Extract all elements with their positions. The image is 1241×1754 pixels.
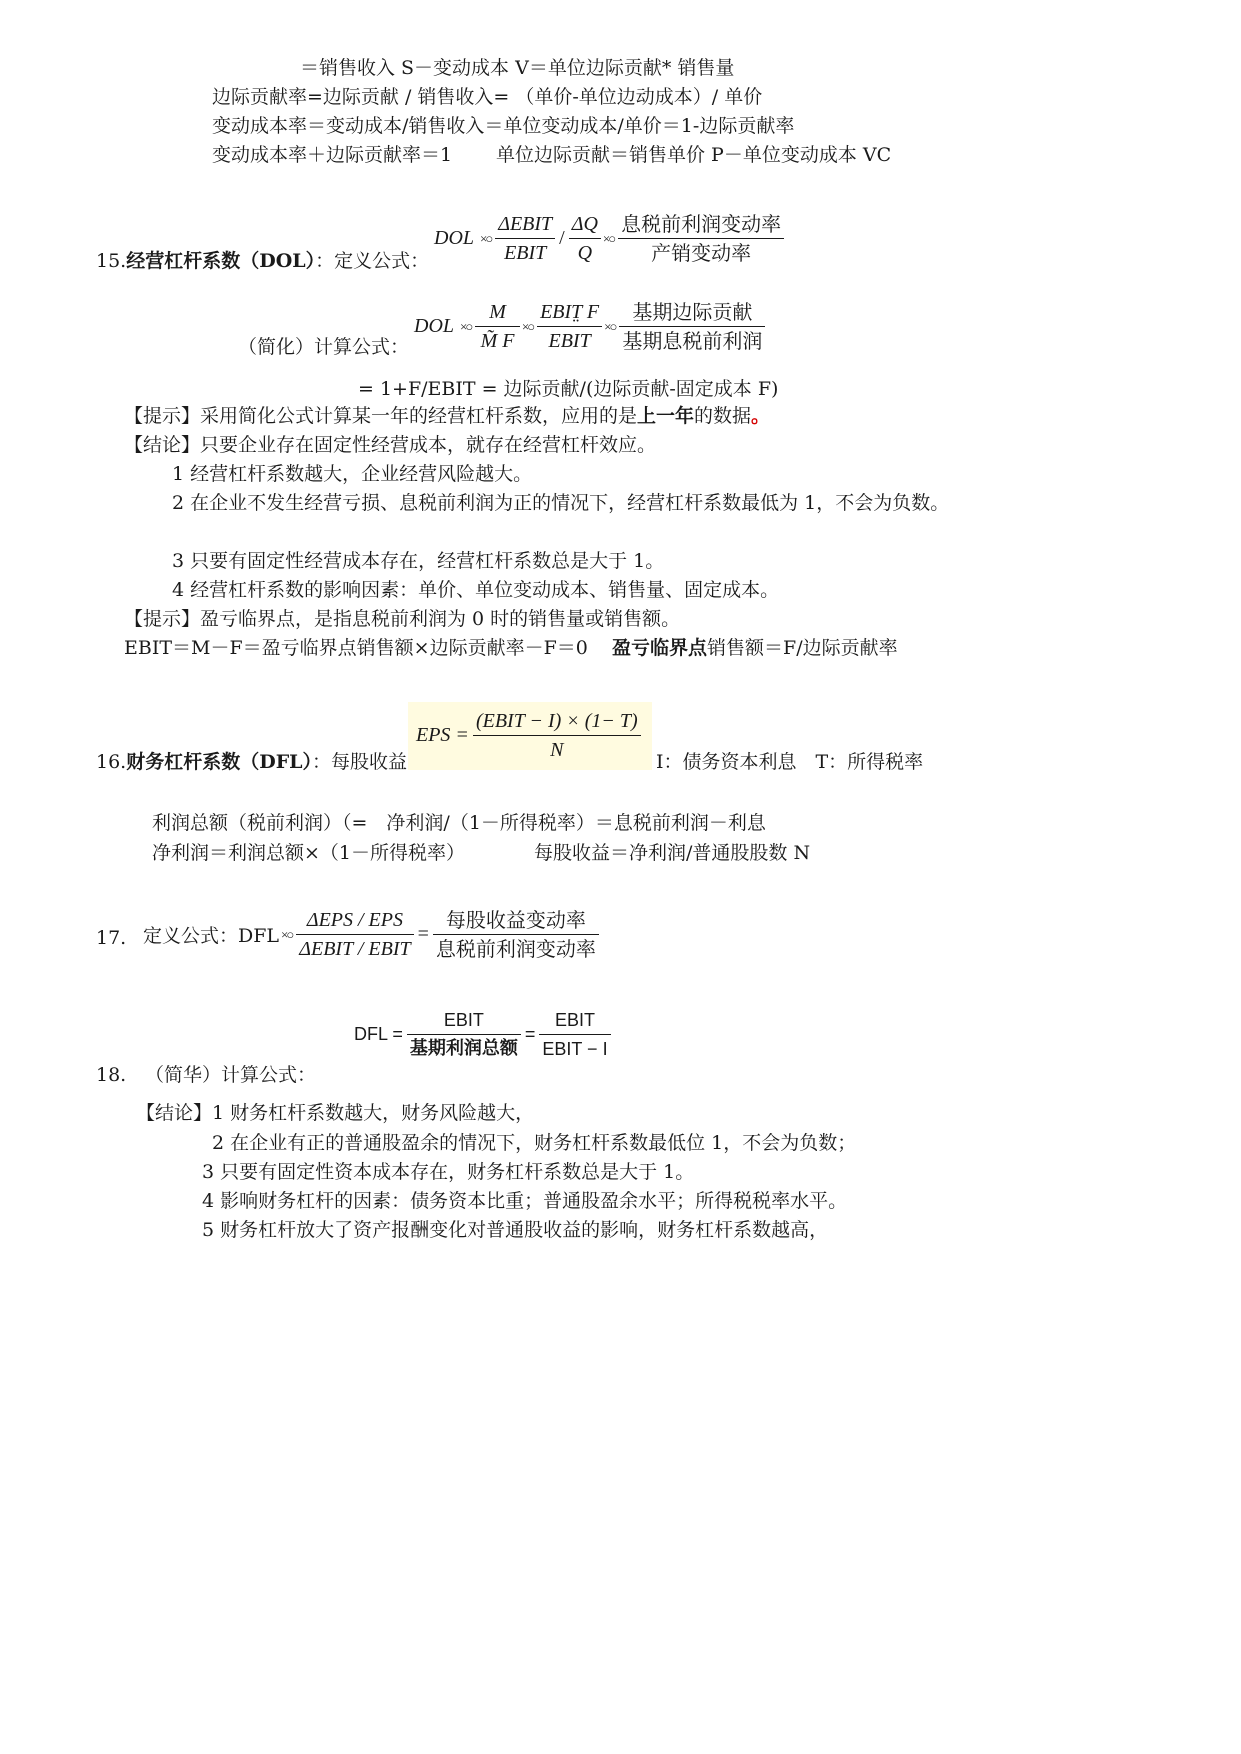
profit-line-2a: 净利润＝利润总额×（1－所得税率） bbox=[152, 842, 466, 864]
formula-lhs: DOL bbox=[414, 315, 455, 337]
section-title-suffix: ：每股收益 bbox=[312, 751, 408, 773]
equals-symbol: = bbox=[524, 1024, 536, 1044]
conclusion-2-point-2: 2 在企业有正的普通股盈余的情况下，财务杠杆系数最低位 1，不会为负数； bbox=[212, 1132, 857, 1154]
fraction-denominator: Q bbox=[577, 242, 593, 264]
conclusion-1: 【结论】只要企业存在固定性经营成本，就存在经营杠杆效应。 bbox=[124, 434, 657, 456]
ebit-line-b-tail: 销售额＝F/边际贡献率 bbox=[707, 637, 898, 659]
tip-1-lead: 【提示】采用简化公式计算某一年的经营杠杆系数，应用的是 bbox=[124, 405, 638, 427]
point-2: 2 在企业不发生经营亏损、息税前利润为正的情况下，经营杠杆系数最低为 1，不会为负数。 bbox=[172, 492, 950, 514]
formula-lhs: DFL = bbox=[354, 1024, 403, 1044]
tip-1-bold: 上一年 bbox=[637, 405, 695, 427]
fraction-numerator: 基期边际贡献 bbox=[619, 298, 765, 327]
fraction-text-ratio bbox=[619, 298, 765, 355]
fraction-numerator: 每股收益变动率 bbox=[433, 906, 599, 935]
text-line-1: ＝销售收入 S－变动成本 V＝单位边际贡献* 销售量 bbox=[300, 57, 735, 79]
eps-formula bbox=[412, 707, 641, 764]
fraction-numerator: EBIT bbox=[539, 1006, 610, 1035]
section-title: 财务杠杆系数（DFL） bbox=[126, 751, 313, 773]
slash-symbol: / bbox=[559, 227, 565, 249]
tip-1 bbox=[124, 403, 770, 429]
fraction-numerator: (EBIT − I) × (1− T) bbox=[473, 707, 641, 736]
fraction-eps bbox=[473, 707, 641, 764]
ebit-line-a: EBIT＝M－F＝盈亏临界点销售额×边际贡献率－F＝0 bbox=[124, 637, 588, 659]
formula-lhs: EPS = bbox=[416, 724, 469, 746]
approx-symbol: ×○ bbox=[521, 318, 534, 334]
conclusion-2-point-4: 4 影响财务杠杆的因素：债务资本比重；普通股盈余水平；所得税税率水平。 bbox=[202, 1190, 848, 1212]
point-1: 1 经营杠杆系数越大，企业经营风险越大。 bbox=[172, 463, 533, 485]
tip-1-tail: 的数据 bbox=[694, 405, 752, 427]
approx-symbol: ×○ bbox=[460, 318, 472, 334]
fraction-denominator: EBIT bbox=[504, 242, 547, 264]
fraction-denominator: 产销变动率 bbox=[651, 241, 752, 265]
equals-symbol: = bbox=[417, 923, 429, 945]
fraction-text-ratio bbox=[618, 210, 784, 267]
section-16-heading bbox=[96, 749, 407, 775]
approx-symbol: ×○ bbox=[281, 926, 293, 942]
ebit-line-b-bold: 盈亏临界点 bbox=[612, 637, 708, 659]
fraction-m bbox=[475, 298, 520, 355]
conclusion-2-point-3: 3 只要有固定性资本成本存在，财务杠杆系数总是大于 1。 bbox=[202, 1161, 695, 1183]
fraction-numerator: ΔEPS / EPS bbox=[296, 906, 413, 935]
fraction-ebit-over-profit bbox=[407, 1006, 521, 1063]
fraction-ebit-over-ebit-minus-i bbox=[539, 1006, 610, 1063]
fraction-numerator: ΔEBIT bbox=[495, 210, 555, 239]
fraction-denominator: 息税前利润变动率 bbox=[435, 937, 596, 961]
section-title: 经营杠杆系数（DOL） bbox=[126, 250, 316, 272]
approx-symbol: ×○ bbox=[602, 230, 615, 246]
section-number: 16. bbox=[96, 751, 127, 773]
profit-line-1: 利润总额（税前利润）（= 净利润/（1－所得税率）＝息税前利润－利息 bbox=[152, 812, 766, 834]
section-18-label: （简华）计算公式： bbox=[145, 1064, 317, 1086]
fraction-numerator: M bbox=[475, 298, 520, 327]
fraction-delta-eps bbox=[296, 906, 413, 963]
fraction-denominator: ΔEBIT / EBIT bbox=[299, 938, 411, 960]
dol-equation-line: = 1+F/EBIT = 边际贡献/(边际贡献-固定成本 F) bbox=[358, 378, 779, 400]
fraction-denominator: EBIT − I bbox=[542, 1039, 608, 1059]
text-line-4b: 单位边际贡献＝销售单价 P－单位变动成本 VC bbox=[496, 144, 892, 166]
profit-line-2b: 每股收益＝净利润/普通股股数 N bbox=[534, 842, 811, 864]
dfl-simplified-formula bbox=[350, 1006, 611, 1063]
text-line-3: 变动成本率＝变动成本/销售收入＝单位变动成本/单价＝1-边际贡献率 bbox=[212, 115, 795, 137]
approx-symbol: ×○ bbox=[604, 318, 616, 334]
section-18-number: 18. bbox=[96, 1064, 127, 1086]
tip-2: 【提示】盈亏临界点，是指息税前利润为 0 时的销售量或销售额。 bbox=[124, 608, 681, 630]
fraction-delta-ebit bbox=[495, 210, 555, 267]
fraction-numerator: 息税前利润变动率 bbox=[618, 210, 784, 239]
conclusion-2-lead: 【结论】1 财务杠杆系数越大，财务风险越大， bbox=[136, 1102, 535, 1124]
fraction-numerator: EBIT̤ F bbox=[537, 298, 602, 327]
approx-symbol: ×○ bbox=[480, 230, 492, 246]
text-line-2: 边际贡献率=边际贡献 / 销售收入= （单价-单位边动成本）/ 单价 bbox=[212, 86, 763, 108]
formula-label: 定义公式：DFL bbox=[143, 925, 280, 947]
dfl-definition-formula bbox=[143, 906, 599, 963]
simplified-formula-label: （简化）计算公式： bbox=[238, 336, 410, 358]
dol-simplified-formula bbox=[410, 298, 765, 355]
tip-1-mark: 。 bbox=[751, 405, 771, 427]
fraction-denominator: 基期利润总额 bbox=[409, 1038, 518, 1059]
point-4: 4 经营杠杆系数的影响因素：单价、单位变动成本、销售量、固定成本。 bbox=[172, 579, 780, 601]
section-number: 15. bbox=[96, 250, 127, 272]
point-3: 3 只要有固定性经营成本存在，经营杠杆系数总是大于 1。 bbox=[172, 550, 665, 572]
conclusion-2-point-5: 5 财务杠杆放大了资产报酬变化对普通股收益的影响，财务杠杆系数越高， bbox=[202, 1219, 829, 1241]
section-17-number: 17. bbox=[96, 927, 127, 949]
fraction-ebit bbox=[537, 298, 602, 355]
fraction-denominator: N bbox=[550, 739, 564, 761]
fraction-denominator: M̃ F bbox=[480, 330, 515, 352]
ebit-line-b bbox=[612, 635, 898, 661]
dol-definition-formula bbox=[430, 210, 784, 267]
eps-legend: I：债务资本利息 T：所得税率 bbox=[656, 751, 924, 773]
formula-lhs: DOL bbox=[434, 227, 475, 249]
fraction-denominator: 基期息税前利润 bbox=[622, 329, 763, 353]
text-line-4a: 变动成本率＋边际贡献率＝1 bbox=[212, 144, 453, 166]
section-title-suffix: ：定义公式： bbox=[315, 250, 430, 272]
fraction-numerator: ΔQ bbox=[569, 210, 601, 239]
section-15-heading bbox=[96, 248, 429, 274]
fraction-numerator: EBIT bbox=[407, 1006, 521, 1035]
fraction-denominator: EBIT bbox=[548, 330, 591, 352]
fraction-delta-q bbox=[569, 210, 601, 267]
fraction-text-ratio bbox=[433, 906, 599, 963]
